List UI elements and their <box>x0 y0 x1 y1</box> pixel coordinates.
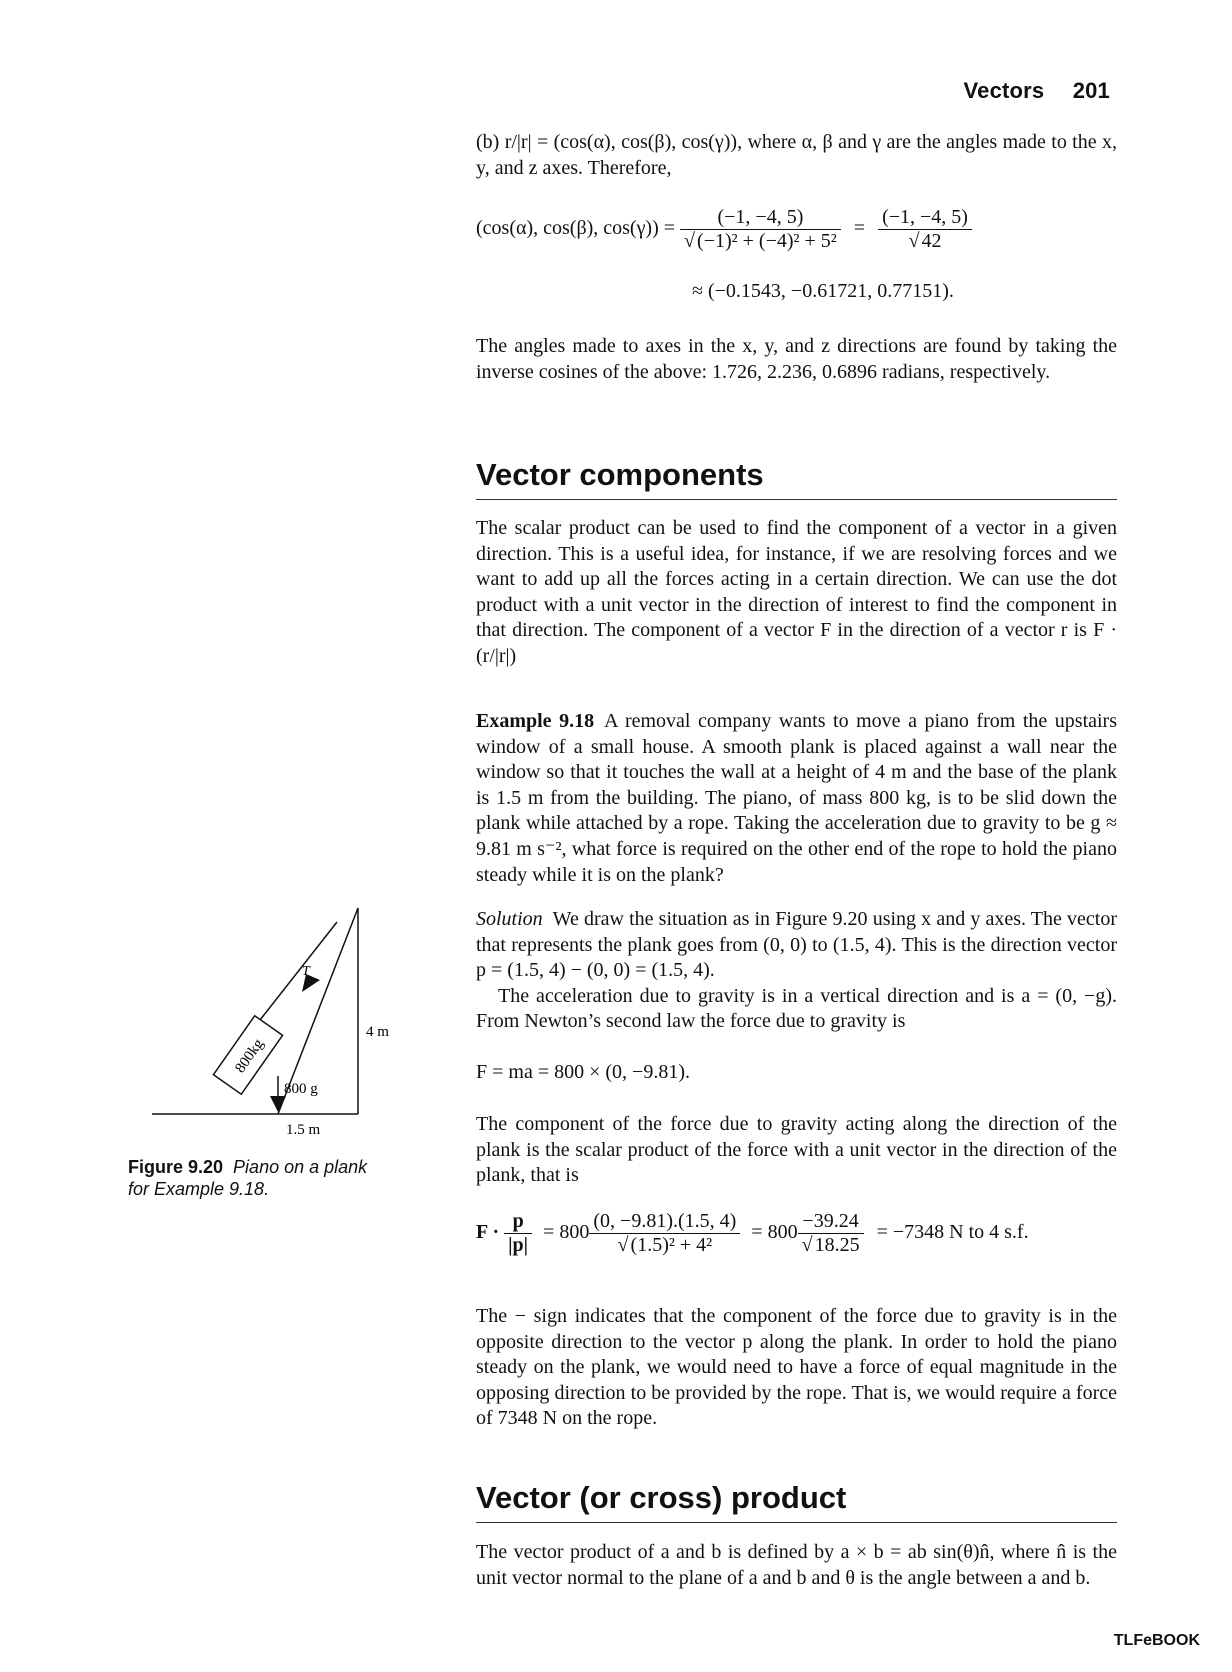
eq2-num-2: −39.24 <box>798 1210 864 1234</box>
example-text: A removal company wants to move a piano from the upstairs window of a small house. A smooth plank is placed against a wall near the window so that it touches the wall at a height of 4 m and the base of the plank is 1.5 m from the building. The piano, of mass 800 kg, is to be slid down the plank while attached by a rope. Taking the acceleration due to gravity to be g ≈ 9.81 m s⁻², what force is required on the other end of the rope to hold the piano steady while it is on the plank? <box>476 710 1118 886</box>
footer-watermark: TLFeBOOK <box>1113 1632 1200 1649</box>
eq2-den-2-radicand: 18.25 <box>814 1234 860 1256</box>
force-equation: F = ma = 800 × (0, −9.81). <box>476 1061 690 1083</box>
eq2-den-1: √ (1.5)² + 4² <box>617 1234 713 1256</box>
height-label: 4 m <box>366 1024 389 1040</box>
eq-num-1: (−1, −4, 5) <box>680 206 841 230</box>
eq-den-1: √ (−1)² + (−4)² + 5² <box>684 230 837 252</box>
component-equation <box>476 1210 1029 1257</box>
part-b-text: (b) r/|r| = (cos(α), cos(β), cos(γ)), where α, β and γ are the angles made to the x, y, and z axes. Therefore, <box>476 131 1117 179</box>
solution-text-1: We draw the situation as in Figure 9.20 using x and y axes. The vector that represents the plank goes from (0, 0) to (1.5, 4). This is the direction vector p = (1.5, 4) − (0, 0) = (1.5, 4). <box>476 908 1117 982</box>
component-paragraph <box>476 1112 1117 1189</box>
vector-components-text: The scalar product can be used to find the component of a vector in a given direction. This is a useful idea, for instance, if we are resolving forces and we want to add up all the forces acting in a certain direction. We can use the dot product with a unit vector in the direction of interest to find the component in that direction. The component of a vector F in the direction of a vector r is F · (r/|r|) <box>476 517 1117 667</box>
figure-caption-label: Figure 9.20 <box>128 1157 224 1177</box>
solution-text-4: The − sign indicates that the component of the force due to gravity is in the opposite direction to the vector p along the plank. In order to hold the piano steady on the plank, we would need to have a force of equal magnitude in the opposing direction to be provided by the rope. That is, we would require a force of 7348 N on the rope. <box>476 1305 1117 1430</box>
eq2-eq800b: = 800 <box>751 1221 798 1244</box>
eq-fraction-1 <box>680 206 841 253</box>
eq2-p: p <box>504 1210 532 1234</box>
angles-paragraph <box>476 334 1117 385</box>
vector-product-text: The vector product of a and b is defined by a × b = ab sin(θ)n̂, where n̂ is the unit vector normal to the plane of a and b and θ is the angle between a and b. <box>476 1541 1117 1589</box>
running-header <box>963 78 1110 104</box>
solution-block <box>476 907 1117 1035</box>
tension-label: T <box>302 964 310 979</box>
eq-den-2-radicand: 42 <box>921 230 942 252</box>
weight-arrow-head <box>270 1096 286 1112</box>
eq-fraction-2 <box>878 206 972 253</box>
figure-caption-text: Piano on a plank for Example 9.18. <box>128 1157 368 1199</box>
eq2-den-1-radicand: (1.5)² + 4² <box>630 1234 713 1256</box>
solution-text-3: The component of the force due to gravity acting along the direction of the plank is the scalar product of the force with a unit vector in the direction of the plank, that is <box>476 1113 1117 1187</box>
vector-product-paragraph <box>476 1540 1117 1591</box>
eq-den-1-radicand: (−1)² + (−4)² + 5² <box>697 230 837 252</box>
figure-caption <box>128 1156 378 1200</box>
eq2-num-1: (0, −9.81).(1.5, 4) <box>589 1210 740 1234</box>
eq2-result: = −7348 N to 4 s.f. <box>876 1221 1029 1244</box>
page-number: 201 <box>1072 78 1110 103</box>
eq2-fraction-2 <box>798 1210 864 1257</box>
eq-num-2: (−1, −4, 5) <box>878 206 972 230</box>
eq-den-2: √ 42 <box>908 230 942 252</box>
eq2-absp: |p| <box>508 1234 529 1256</box>
eq2-den-2: √ 18.25 <box>801 1234 860 1256</box>
eq-lhs: (cos(α), cos(β), cos(γ)) = <box>476 217 676 240</box>
solution-text-2: The acceleration due to gravity is in a vertical direction and is a = (0, −g). From Newton’s second law the force due to gravity is <box>476 984 1117 1033</box>
sign-paragraph <box>476 1304 1117 1432</box>
base-label: 1.5 m <box>286 1122 321 1138</box>
piano-box <box>213 1016 282 1094</box>
eq2-eq800: = 800 <box>543 1221 590 1244</box>
section-heading-vector-components: Vector components <box>476 455 1117 500</box>
angles-text: The angles made to axes in the x, y, and z directions are found by taking the inverse cosines of the above: 1.726, 2.236, 0.6896 radians, respectively. <box>476 335 1117 383</box>
example-label: Example 9.18 <box>476 710 595 732</box>
part-b-intro <box>476 130 1117 181</box>
example-9-18 <box>476 709 1117 888</box>
approx-result: ≈ (−0.1543, −0.61721, 0.77151). <box>692 280 954 302</box>
eq-equals: = <box>853 217 866 240</box>
example-paragraph <box>476 709 1117 888</box>
figure-9-20-diagram <box>140 900 440 1140</box>
chapter-title: Vectors <box>963 78 1045 103</box>
eq2-fraction-1 <box>589 1210 740 1257</box>
direction-cosines-equation <box>476 206 972 253</box>
weight-label: 800 g <box>284 1081 318 1097</box>
eq2-lhs: F · <box>476 1221 500 1244</box>
vector-components-paragraph <box>476 516 1117 670</box>
rope-line <box>260 922 337 1020</box>
eq2-unit-vector <box>504 1210 532 1257</box>
solution-paragraph-1 <box>476 907 1117 984</box>
section-heading-vector-product: Vector (or cross) product <box>476 1478 1117 1523</box>
solution-label: Solution <box>476 908 543 930</box>
mass-label: 800kg <box>232 1036 267 1077</box>
